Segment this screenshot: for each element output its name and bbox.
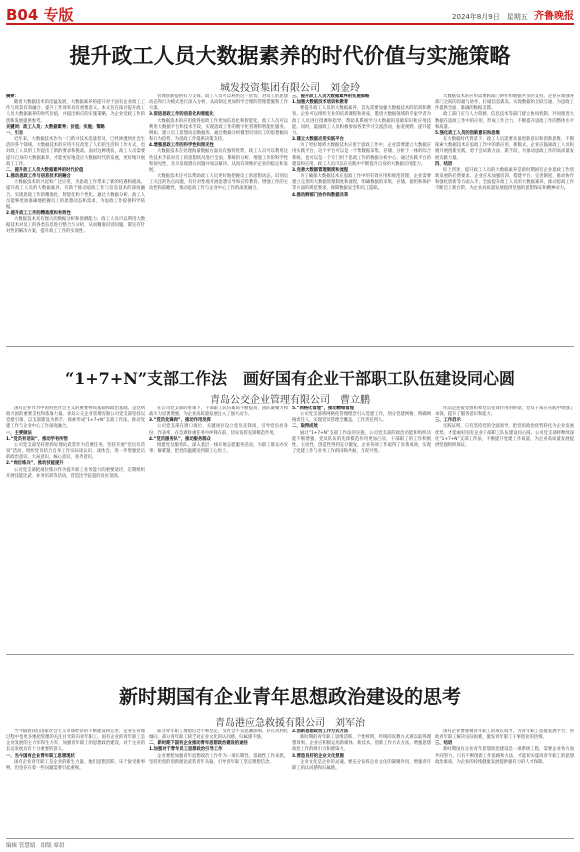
masthead-right — [452, 7, 574, 22]
body-paragraph: 大数据技术还可以帮助政工人员更好地把握员工的思想动态，识别员工关注的热点问题，有针对性地开展思想引导和宣传教育，增强工作的主动性和前瞻性，推动思政工作与企业中心工作的深度融合。 — [149, 174, 288, 192]
article-1-column — [435, 94, 574, 342]
body-paragraph: 新时期国有企业青年思想政治建设是一项系统工程，需要企业各方面共同努力。只有不断创新工作思路和方法，才能切实提高青年职工的思想政治素质，为企业的持续健康发展提供强有力的人才保障。 — [435, 747, 574, 765]
article-3-byline: 青岛港应急救援有限公司 刘军治 — [215, 718, 365, 729]
section-subheading: 1.“党员有话说”，推动学有所悟 — [6, 436, 68, 442]
body-paragraph: 政工部门应与人力资源、信息技术等部门建立协同机制，共同推进大数据在思政工作中的应用，形成工作合力，不断提升思政工作的整体水平和质量。 — [435, 112, 574, 130]
body-paragraph: 部分青年职工理想信念不够坚定，受社会不良思潮影响，存在功利化倾向；部分青年职工缺乏对企业文化的认同感，归属感不强。 — [149, 729, 288, 741]
body-paragraph: 近年来，大数据技术作为一门新兴技术迅速普及，已经渗透到社会生活的各个领域。大数据技术的应用不仅改变了人们的生活和工作方式，也对政工人员的工作提出了新的要求和挑战。面对这种现状，政工人员需要提升自身的大数据素养，才能更好地适应大数据时代的发展，更好地开展政工工作。 — [6, 137, 145, 167]
section-subheading: 3.完善大数据管理制度和流程 — [292, 167, 349, 173]
body-paragraph: 公司党支部在窗口岗位、关键岗位设立党员先锋岗，引导党员亮身份、作表率，在急难险重任务中冲锋在前，切实发挥先锋模范作用。 — [149, 424, 288, 436]
section-subheading: 2.创新思想政治工作方式方法 — [292, 729, 349, 734]
body-paragraph: 为了确保大数据技术在思政工作中的有效应用和规范管理，企业需要建立完善的大数据管理制度和流程，明确数据的采集、存储、使用和保护等方面的规范要求，保障数据安全和员工隐私。 — [292, 174, 431, 192]
body-paragraph: 实践证明，只有坚持党的全面领导，把党的政治优势转化为企业发展优势，才能画好国有企业干部职工队伍建设同心圆。公司党支部将继续深化“1+7+N”支部工作法，不断提升党建工作质量，为企业高质量发展提供坚强组织保证。 — [435, 424, 574, 448]
section-divider — [6, 654, 574, 655]
article-1-column — [6, 94, 145, 342]
body-paragraph: 管理创新提供有力支撑。政工人员可以利用这一优势，对员工的思想动态和行为模式进行深入分析，从而制定更加科学合理的管理措施和工作方案。 — [149, 94, 288, 112]
section-subheading: 4.增强思政工作的科学性和预见性 — [149, 143, 214, 149]
body-paragraph: 当今随着我们国家社会主义市场经济的不断建设和完善，企业在管理过程中也更多地把管理的关注目光转向青年职工。国有企业的青年职工是企业发展的主力军和生力军，加强青年职工的思想政治建设，对于企业的长远发展具有十分重要的意义。 — [6, 729, 145, 753]
section-divider — [6, 346, 574, 347]
article-2-byline: 青岛公交企业管理有限公司 曹立鹏 — [210, 395, 370, 406]
section-subheading: 2.提升政工工作的精准度和有效性 — [6, 210, 71, 216]
section-subheading: 三、工作启示 — [435, 418, 461, 424]
section-subheading: 二、提升政工人员大数据素养的时代价值 — [6, 167, 84, 173]
section-subheading: 1.加强对于青年员工思想政治引导工作 — [149, 747, 223, 753]
page-label: B04 专版 — [6, 6, 74, 24]
section-subheading: 一、主要做法 — [6, 430, 32, 436]
body-paragraph: 企业要把加强青年思想政治工作作为一项长期性、基础性工作来抓，坚持用党的创新理论武装青年头脑，引导青年职工坚定理想信念。 — [149, 753, 288, 765]
article-2-column — [435, 406, 574, 650]
section-subheading: 摘要： — [6, 94, 19, 99]
article-3-column — [292, 729, 431, 835]
section-subheading: 三、结语 — [435, 741, 453, 747]
body-paragraph: 随着大数据技术的迅猛发展，大数据素养的提升对于国有企业政工工作与将其有效融合，提升工作效率具有重要意义。本文旨在探讨提升政工人员大数据素养的时代价值，并提出相应的实施策略，为企业党政工作的创新发展提供参考。 — [6, 100, 145, 124]
section-subheading: 一、当今国有企业青年职工思想现状 — [6, 753, 75, 759]
body-paragraph: 大数据技术在处理海量数据方面具有独特优势，政工人员可以利用这些技术手段对员工的思想状况进行全面、系统的分析，增强工作的科学性和预见性，及早发现潜在问题并加以解决，从而有效维护企业的稳定和发展。 — [149, 149, 288, 173]
body-paragraph: 企业文化是企业的灵魂，要充分发挥企业文化的凝聚作用，增强青年职工的认同感和归属感。 — [292, 759, 431, 771]
body-paragraph: 新时期的青年职工思维活跃、个性鲜明，传统的说教方式难以取得理想效果。企业应积极运用新媒体、新技术，创新工作方式方法，增强思想政治工作的吸引力和感染力。 — [292, 735, 431, 753]
masthead — [6, 3, 574, 25]
section-subheading: 4.“党员服务队”，推动服务群众 — [149, 436, 211, 442]
issue-date: 2024年8月9日 星期五 — [452, 13, 528, 21]
section-subheading: 1.推动思政工作与信息技术的融合 — [6, 174, 71, 180]
section-subheading: 2.“岗位练兵”，推动技能提升 — [6, 461, 64, 467]
body-paragraph: 大数据技术的应用需要跨部门协作和数据共享的支持。企业应加强各部门之间的沟通与协作，打破信息孤岛，实现数据的互联互通，为思政工作提供全面、准确的数据支撑。 — [435, 94, 574, 112]
section-subheading: 四、结语 — [435, 161, 453, 167]
article-3-column — [435, 729, 574, 835]
article-2-column — [6, 406, 145, 650]
body-paragraph: 公司党支部将网格化管理理念引入党建工作，划分党建网格，明确网格责任人，实现党员管理全覆盖，工作责任到人。 — [292, 412, 431, 424]
section-subheading: 3.促进思政工作的信息化和智能化 — [149, 112, 214, 118]
section-subheading: 5.“网格化管理”，推动精细管理 — [292, 406, 354, 411]
section-subheading: 3.“党员先锋岗”，推动作用发挥 — [149, 418, 211, 424]
body-paragraph: 综上所述，提升政工人员的大数据素养是新时期国有企业思政工作创新发展的必然要求。企业应从加强培训、搭建平台、完善制度、推动协作和强化创新等方面入手，全面提升政工人员的大数据素养，推动思政工作不断迈上新台阶，为企业高质量发展提供坚强的思想保证和精神动力。 — [435, 167, 574, 192]
body-paragraph: 作品是连接党组织和党员先锋作用的桥梁，党员干部在实践中增强了本领，提升了服务意识和能力。 — [435, 406, 574, 418]
section-subheading: 二、新时期下国有企业推动青年思想政治建设的途径 — [149, 741, 248, 747]
body-paragraph: 国有企业要重视青年职工的成长成才，为青年职工搭建发展平台，帮助青年职工解决实际困难，激发青年职工干事创业的热情。 — [435, 729, 574, 741]
section-subheading: 一、引言 — [6, 130, 24, 136]
article-2-body — [6, 406, 574, 650]
section-subheading: 关键词：政工人员；大数据素养；价值；实施；策略 — [6, 124, 105, 130]
body-paragraph: 国有企业作为中国特色社会主义的重要物质基础和政治基础，是党执政兴国的重要支柱和依靠力量。青岛公交企业管理有限公司党支部坚持以党建引领，以支部建设为抓手，探索形成“1+7+N”支部工作法，推动党建工作与企业中心工作深度融合。 — [6, 406, 145, 430]
body-paragraph: 在大数据时代背景下，政工人员需要具备创新意识和创新思维，不断探索大数据技术在思政工作中的新应用、新模式。企业应鼓励政工人员积极开展创新实践，勇于尝试新方法、新手段，为推动思政工作的高质量发展贡献力量。 — [435, 137, 574, 161]
article-2-headline: “1+7+N”支部工作法 画好国有企业干部职工队伍建设同心圆 — [64, 369, 516, 388]
section-subheading: 5.强化政工人员的创新意识和思维 — [435, 130, 500, 136]
article-2-column — [149, 406, 288, 650]
page-footer: 编辑 管慧婧 组版 席晨 — [6, 838, 574, 849]
section-subheading: 3.营造良好的企业文化氛围 — [292, 753, 344, 759]
article-1-body — [6, 94, 574, 342]
article-3-body — [6, 729, 574, 835]
body-paragraph: 要提升政工人员的大数据素养，首先需要加强大数据技术的培训和教育。企业可以组织专业的培训课程和讲座，邀请大数据领域的专家学者为政工人员进行授课和指导，帮助其系统学习大数据的基础知识和应用技能。同时，鼓励政工人员积极参加各类学习交流活动，拓宽视野，提升能力。 — [292, 106, 431, 136]
article-3-column — [149, 729, 288, 835]
body-paragraph: 组建党员服务队，深入基层一线开展志愿服务活动，为职工群众办实事、解难题，把党的温暖送到职工心坎上。 — [149, 442, 288, 455]
article-3-column — [6, 729, 145, 835]
article-3-headline: 新时期国有企业青年思想政治建设的思考 — [118, 686, 461, 708]
article-2-column — [292, 406, 431, 650]
body-paragraph: 通过“1+7+N”支部工作法的实施，公司党支部的政治功能和组织功能不断增强，党员队伍的先锋模范作用更加凸显，干部职工的工作积极性、主动性、创造性得到充分激发，企业各项工作取得了显著成效，实现了党建工作与业务工作的同频共振、互促共进。 — [292, 430, 431, 455]
body-paragraph: 在公司党支部的带领下，干部职工队伍素质不断提高，团队凝聚力和战斗力显著增强，为企业高质量发展注入了强大动力。 — [149, 406, 288, 418]
body-paragraph: 大数据技术具有强大的数据分析和预测能力，政工人员可以利用大数据技术对员工的各类信息进行整合与分析，从而精准识别问题，制定有针对性的解决方案，提升政工工作的实效性。 — [6, 217, 145, 235]
section-subheading: 二、取得成效 — [292, 424, 318, 430]
body-paragraph: 大数据技术的应用使得思政工作更加信息化和智能化。政工人员可以利用大数据平台和技术手段，实现思政工作的数字化管理和智能化服务。例如，建立员工思想动态数据库，通过数据分析模型识别员工的思想倾向和行为趋势，为思政工作提供决策支持。 — [149, 118, 288, 143]
article-1-headline: 提升政工人员大数据素养的时代价值与实施策略 — [69, 43, 511, 68]
article-1-column — [292, 94, 431, 342]
section-subheading: 2.建立大数据应用实践平台 — [292, 137, 344, 143]
body-paragraph: 为了更好地将大数据技术应用于思政工作中，企业需要建立大数据应用实践平台，这个平台可以是一个集数据采集、存储、分析于一体的综合系统，也可以是一个专门用于思政工作的数据分析中心。通过实践平台的建设和应用，政工人员可以在实践中不断提升自身的大数据应用能力。 — [292, 143, 431, 167]
newspaper-logo: 齐鲁晚报 — [534, 11, 574, 22]
body-paragraph: 公司党支部把岗位练兵作为提升职工业务能力的重要途径，定期组织开展技能比武、业务培训等活动，营造比学赶超的良好氛围。 — [6, 467, 145, 479]
section-subheading: 4.推动跨部门协作和数据共享 — [292, 192, 349, 198]
body-paragraph: 大数据技术的兴起和广泛应用，为思政工作带来了新的机遇和挑战。提升政工人员的大数据素养，有助于推动思政工作与信息技术的深度融合，实现思政工作的精准化、智能化和个性化。通过大数据分析，政工人员能够更加准确地把握员工的思想动态和需求，为思政工作提供科学依据。 — [6, 180, 145, 210]
section-subheading: 1.加强大数据技术培训和教育 — [292, 100, 349, 106]
body-paragraph: 国有企业青年职工是企业的新生力量，他们思想活跃、乐于接受新事物，但也存在着一些问题需要引起重视。 — [6, 759, 145, 771]
section-subheading: 三、提升政工人员大数据素养的实施策略 — [292, 94, 370, 99]
article-1-column — [149, 94, 288, 342]
body-paragraph: 公司党支部坚持把抓好理论武装作为首要任务，坚持开展“党员有话说”活动，组织党员结合自身工作实际谈认识、谈体会，进一步增强党员的政治意识、大局意识、核心意识、看齐意识。 — [6, 442, 145, 461]
article-1-byline: 城发投资集团有限公司 刘金玲 — [220, 83, 360, 94]
